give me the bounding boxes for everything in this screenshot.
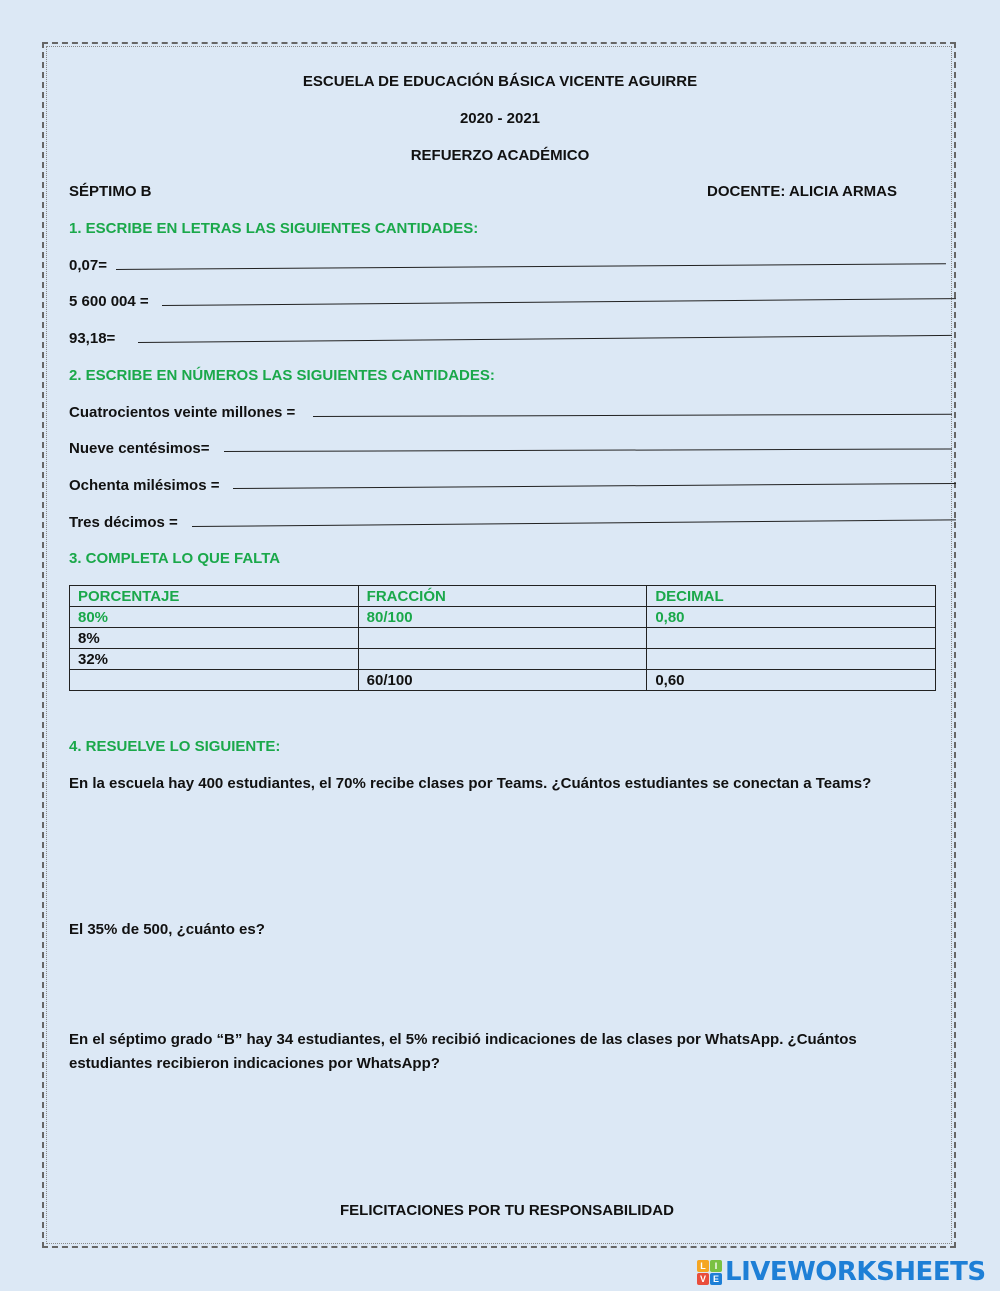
section2-item: Tres décimos =	[69, 514, 178, 531]
section2-item: Cuatrocientos veinte millones =	[69, 404, 296, 421]
table-row	[70, 628, 936, 649]
problem-3-line2: estudiantes recibieron indicaciones por WhatsApp?	[69, 1055, 440, 1072]
section2-title: 2. ESCRIBE EN NÚMEROS LAS SIGUIENTES CANTIDADES:	[69, 367, 495, 384]
table-cell: 0,60	[647, 670, 936, 691]
table-row	[70, 670, 936, 691]
answer-cell[interactable]	[70, 670, 359, 691]
section1-item: 0,07=	[69, 257, 107, 274]
answer-cell[interactable]	[358, 628, 647, 649]
table-cell: 80%	[70, 607, 359, 628]
table-row	[70, 649, 936, 670]
section4-title: 4. RESUELVE LO SIGUIENTE:	[69, 738, 281, 755]
grade-label: SÉPTIMO B	[69, 183, 152, 200]
column-header: FRACCIÓN	[358, 586, 647, 607]
section1-item: 93,18=	[69, 330, 116, 347]
school-year: 2020 - 2021	[459, 110, 541, 127]
problem-2: El 35% de 500, ¿cuánto es?	[69, 921, 265, 938]
percent-fraction-decimal-table	[69, 585, 936, 691]
table-header-row	[70, 586, 936, 607]
logo-icon: L I V E	[697, 1260, 722, 1285]
school-name: ESCUELA DE EDUCACIÓN BÁSICA VICENTE AGUIRRE	[302, 73, 698, 90]
table-cell: 8%	[70, 628, 359, 649]
section3-title: 3. COMPLETA LO QUE FALTA	[69, 550, 281, 567]
problem-3-line1: En el séptimo grado “B” hay 34 estudiantes, el 5% recibió indicaciones de las clases por WhatsApp. ¿Cuántos	[69, 1031, 857, 1048]
teacher-label: DOCENTE: ALICIA ARMAS	[707, 183, 897, 200]
footer-message: FELICITACIONES POR TU RESPONSABILIDAD	[340, 1202, 674, 1219]
answer-cell[interactable]	[358, 649, 647, 670]
section2-item: Ochenta milésimos =	[69, 477, 220, 494]
worksheet-title: REFUERZO ACADÉMICO	[410, 147, 590, 164]
answer-cell[interactable]	[647, 649, 936, 670]
liveworksheets-logo	[697, 1257, 986, 1287]
table-cell: 0,80	[647, 607, 936, 628]
logo-text: LIVEWORKSHEETS	[725, 1257, 986, 1287]
column-header: PORCENTAJE	[70, 586, 359, 607]
table-cell: 60/100	[358, 670, 647, 691]
answer-cell[interactable]	[647, 628, 936, 649]
problem-1: En la escuela hay 400 estudiantes, el 70% recibe clases por Teams. ¿Cuántos estudiantes se conectan a Teams?	[69, 775, 872, 792]
table-cell: 32%	[70, 649, 359, 670]
section1-title: 1. ESCRIBE EN LETRAS LAS SIGUIENTES CANTIDADES:	[69, 220, 479, 237]
section2-item: Nueve centésimos=	[69, 440, 210, 457]
table-example-row	[70, 607, 936, 628]
section1-item: 5 600 004 =	[69, 293, 149, 310]
table-cell: 80/100	[358, 607, 647, 628]
column-header: DECIMAL	[647, 586, 936, 607]
